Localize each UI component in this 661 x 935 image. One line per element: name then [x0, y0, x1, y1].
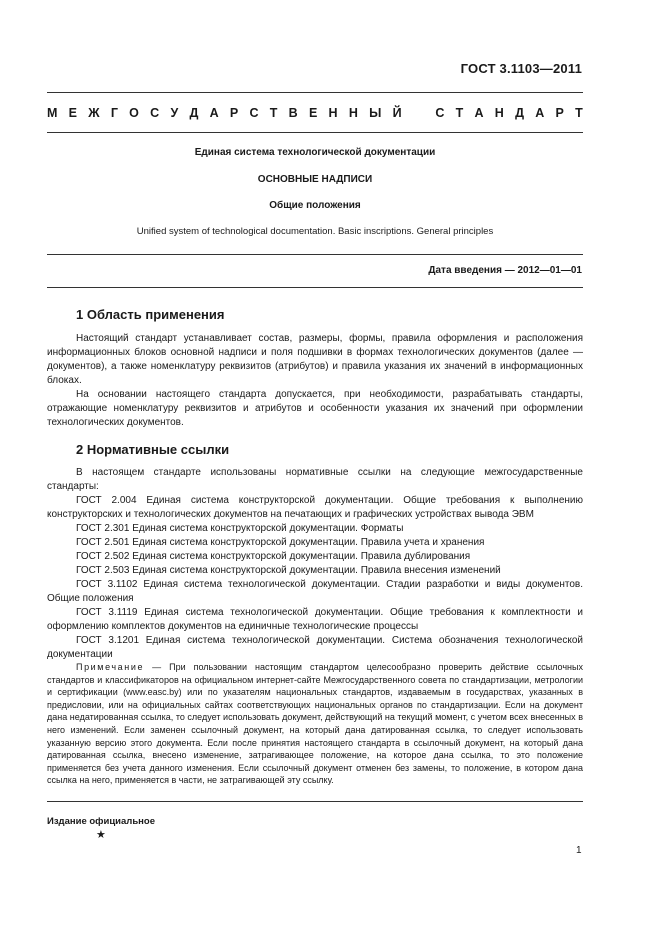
paragraph: Настоящий стандарт устанавливает состав, размеры, формы, правила оформления и расположения информационных блоков основной надписи и поля подшивки в формах технологических документов (далее — документов), а также номенклатуру реквизитов (атрибутов) и правила указания их значений в информационных блоках. [47, 333, 583, 386]
reference-item: ГОСТ 2.503 Единая система конструкторской документации. Правила внесения изменений [76, 565, 501, 576]
document-id: ГОСТ 3.1103—2011 [460, 61, 582, 76]
reference-item: ГОСТ 3.1119 Единая система технологической документации. Общие требования к комплектности и оформлению комплектов документов на единичные технологические процессы [47, 607, 583, 632]
note-block [47, 661, 583, 787]
section-1-body [47, 332, 583, 430]
section-2-body [47, 466, 583, 662]
date-rule [47, 287, 583, 288]
english-title: Unified system of technological documentation. Basic inscriptions. General principles [136, 226, 494, 237]
banner-rule [47, 132, 583, 133]
system-title: Единая система технологической документации [194, 147, 436, 158]
reference-item: ГОСТ 2.004 Единая система конструкторской документации. Общие требования к выполнению конструкторских и технологических документов на печатающих и графических устройствах вывода ЭВМ [47, 495, 583, 520]
page-number: 1 [576, 845, 582, 856]
reference-item: ГОСТ 3.1102 Единая система технологической документации. Стадии разработки и виды документов. Общие положения [47, 579, 583, 604]
title-rule [47, 254, 583, 255]
reference-item: ГОСТ 3.1201 Единая система технологической документации. Система обозначения технологической документации [47, 635, 583, 660]
paragraph: На основании настоящего стандарта допускается, при необходимости, разрабатывать стандарты, отражающие номенклатуру реквизитов и атрибутов и особенности указания их значений при оформлении технологических документов. [47, 389, 583, 428]
main-title: ОСНОВНЫЕ НАДПИСИ [257, 174, 373, 185]
footer-rule [47, 801, 583, 802]
star-icon: ★ [96, 829, 106, 841]
reference-item: ГОСТ 2.301 Единая система конструкторской документации. Форматы [76, 523, 404, 534]
interstate-standard-banner: М Е Ж Г О С У Д А Р С Т В Е Н Н Ы Й С Т А Н Д А Р Т [47, 106, 583, 120]
section-2-heading: 2 Нормативные ссылки [76, 442, 230, 457]
introduction-date: Дата введения — 2012—01—01 [428, 265, 582, 276]
reference-item: ГОСТ 2.501 Единая система конструкторской документации. Правила учета и хранения [76, 537, 485, 548]
note-label: Примечание [76, 662, 145, 672]
official-edition-label: Издание официальное [47, 816, 155, 827]
section-1-heading: 1 Область применения [76, 307, 225, 322]
note-text: — При пользовании настоящим стандартом целесообразно проверить действие ссылочных стандартов и классификаторов на официальном интернет-сайте Межгосударственного совета по стандартизации, метрологии и сертификации (www.easc.by) или по указателям национальных стандартов, издаваемым в государствах, указанных в предисловии, или на официальных сайтах соответствующих национальных органов по стандартизации. Если на документ дана недатированная ссылка, то следует использовать документ, действующий на текущий момент, с учетом всех внесенных в него изменений. Если заменен ссылочный документ, на который дана датированная ссылка, то следует использовать указанную версию этого документа. Если после принятия настоящего стандарта в ссылочный документ, на который дана датированная ссылка, внесено изменение, затрагивающее положение, на которое дана ссылка, то это положение применяется без учета данного изменения. Если ссылочный документ отменен без замены, то положение, в котором дана ссылка на него, применяется в части, не затрагивающей эту ссылку. [47, 662, 583, 786]
sub-title: Общие положения [269, 200, 361, 211]
paragraph: В настоящем стандарте использованы нормативные ссылки на следующие межгосударственные стандарты: [47, 467, 583, 492]
top-rule [47, 92, 583, 93]
reference-item: ГОСТ 2.502 Единая система конструкторской документации. Правила дублирования [76, 551, 471, 562]
